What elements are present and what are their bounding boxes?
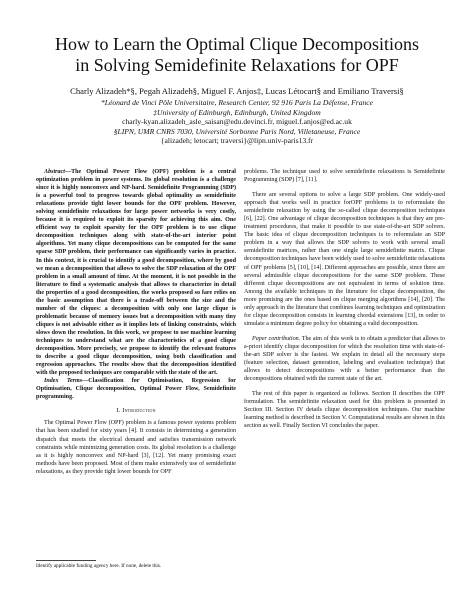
title-line-1: How to Learn the Optimal Clique Decompositions: [55, 34, 419, 54]
right-column: [244, 168, 445, 430]
left-column: [36, 168, 236, 476]
section-heading-introduction: I. Introduction: [116, 407, 156, 415]
abstract-body: —The Optimal Power Flow (OPF) problem is a central optimization problem in power systems. Its global resolution is a challenge since it is highly nonconvex and NP-hard. Semidefinite Programming (SDP) is a powerful tool to progress towards global optimality as semidefinite relaxations provide tight lower bounds for the OPF problem. However, solving semidefinite relaxations for large power networks is very costly, because it is required to exploit its sparsity for achieving this aim. One efficient way to exploit sparsity for the OPF problem is to use clique decomposition techniques along with state-of-the-art interior point algorithms. Yet many clique decompositions can be computed for the same sparse SDP problem, their performance can significantly varies in practice. In this context, it is crucial to identify a good decomposition, where by good we mean a decomposition that allows to solve the SDP relaxation of the OPF problem in a small amount of time. At the moment, it is not possible in the literature to find a systematic analysis that allows to characterize in detail the properties of a good decomposition, the works proposed so fare relies on the basic assumption that there is a trade-off between the size and the number of the cliques: a decomposition with only one large clique is problematic because of memory issues but a decomposition with many tiny cliques is not advisable either as it implies lots of linking constraints, which slows down the resolution. In this work, we propose to use machine learning techniques to understand what are the characteristics of a good clique decomposition. More precisely, we propose to identify the relevant features to describe a good clique decomposition, using both classification and regression approaches. The results show that the decomposition identified with the proposed techniques are comparable with the state of the art.: [36, 169, 236, 377]
affiliation-2: ‡University of Edinburgh, Edinburgh, United Kingdom: [153, 107, 321, 117]
intro-paragraph: The Optimal Power Flow (OPF) problem is a famous power systems problem that has been studied for sixty years [4]. It consists in determining a generation dispatch that meets the electrical demand and satisfies transmission network constraints while minimizing generation costs. Its global resolution is a challenge as it is highly nonconvex and NP-hard [3], [12]. Yet many promising exact methods have been proposed. Most of them make extensively use of semidefinite relaxations, as they provide tight lower bounds for OPF: [36, 420, 236, 475]
index-terms-body: —Classification for Optimisation, Regression for Optimisation, Clique decomposition, Optimal Power Flow, Semidefinite programming.: [36, 378, 236, 401]
affiliation-1: *Léonard de Vinci Pôle Universitaire, Research Center, 92 916 Paris La Défense, France: [100, 98, 374, 107]
paragraph-sdp-options: There are several options to solve a large SDP problem. One widely-used approach that works well in practice forOPF problems is to reformulate the semidefinite relaxation by using the so-called clique decomposition techniques [6], [22]. One advantage of clique decomposition techniques is that they are pre-treatment procedures, that make it possible to use state-of-the-art SDP solvers. The basic idea of clique decomposition techniques is to reformulate an SDP problem in a way that allows the SDP solvers to work with several small semidefinite matrices, rather than one single large semidefinite matrix. Clique decomposition techniques have been widely used to solve semidefinite relaxations of OPF problems [5], [10], [14]. Different approaches are possible, since there are several admissible clique decompositions for the same SDP problem. These different clique decompositions are not equivalent in terms of solution time. Among the available techniques in the literature for clique decomposition, the more promising are the ones based on clique merging algorithms [14], [20]. The only approach in the literature that combines learning techniques and optimization for clique decomposition consists in learning chordal extensions [13], in order to simulate a minimum degree policy for obtaining a valid decomposition.: [244, 192, 445, 327]
footnote-rule: [36, 560, 96, 561]
paper-title: [20, 34, 454, 76]
abstract-lead: Abstract: [44, 169, 65, 175]
author-emails-2: {alizadeh; letocart; traversi}@lipn.univ-paris13.fr: [160, 136, 314, 146]
author-block: [20, 86, 454, 146]
contribution-lead: Paper contribution.: [252, 335, 301, 342]
title-line-2: in Solving Semidefinite Relaxations for OPF: [75, 55, 399, 75]
paragraph-contribution: [244, 335, 445, 383]
index-terms-lead: Index Terms: [44, 378, 83, 385]
paragraph-organization: The rest of this paper is organized as follows. Section II describes the OPF formulation. The semidefinite relaxation used for this problem is presented in Section III. Section IV details clique decomposition techniques. Our machine learning method is described in Section V. Computational results are shown in this section as well. Finally Section VI concludes the paper.: [244, 391, 446, 430]
author-names: Charly Alizadeh*§, Pegah Alizadeh§, Miguel F. Anjos‡, Lucas Létocart§ and Emiliano Traversi§: [70, 86, 404, 96]
abstract: [36, 168, 236, 377]
index-terms: [36, 377, 236, 401]
contribution-body: The aim of this work is to obtain a predictor that allows to a-priori identify clique decomposition for which the resolution time with state-of-the-art SDP solver is the fastest. We explain in detail all the necessary steps (feature selection, dataset generation, labeling and evaluation technique) that allows to detect decompositions with a better performance than the decompositions obtained with the current state of the art.: [244, 335, 446, 383]
footnote: Identify applicable funding agency here. If none, delete this.: [36, 563, 162, 569]
paragraph-continuation: problems. The technique used to solve semidefinite relaxations is Semidefinite Programming (SDP) [7], [11].: [244, 169, 445, 184]
affiliation-3: §LIPN, UMR CNRS 7030, Université Sorbonne Paris Nord, Villetaneuse, France: [113, 126, 361, 136]
author-emails-1: charly-kyan.alizadeh_asle_saisan@edu.devinci.fr, miguel.f.anjos@ed.ac.uk: [122, 117, 352, 127]
